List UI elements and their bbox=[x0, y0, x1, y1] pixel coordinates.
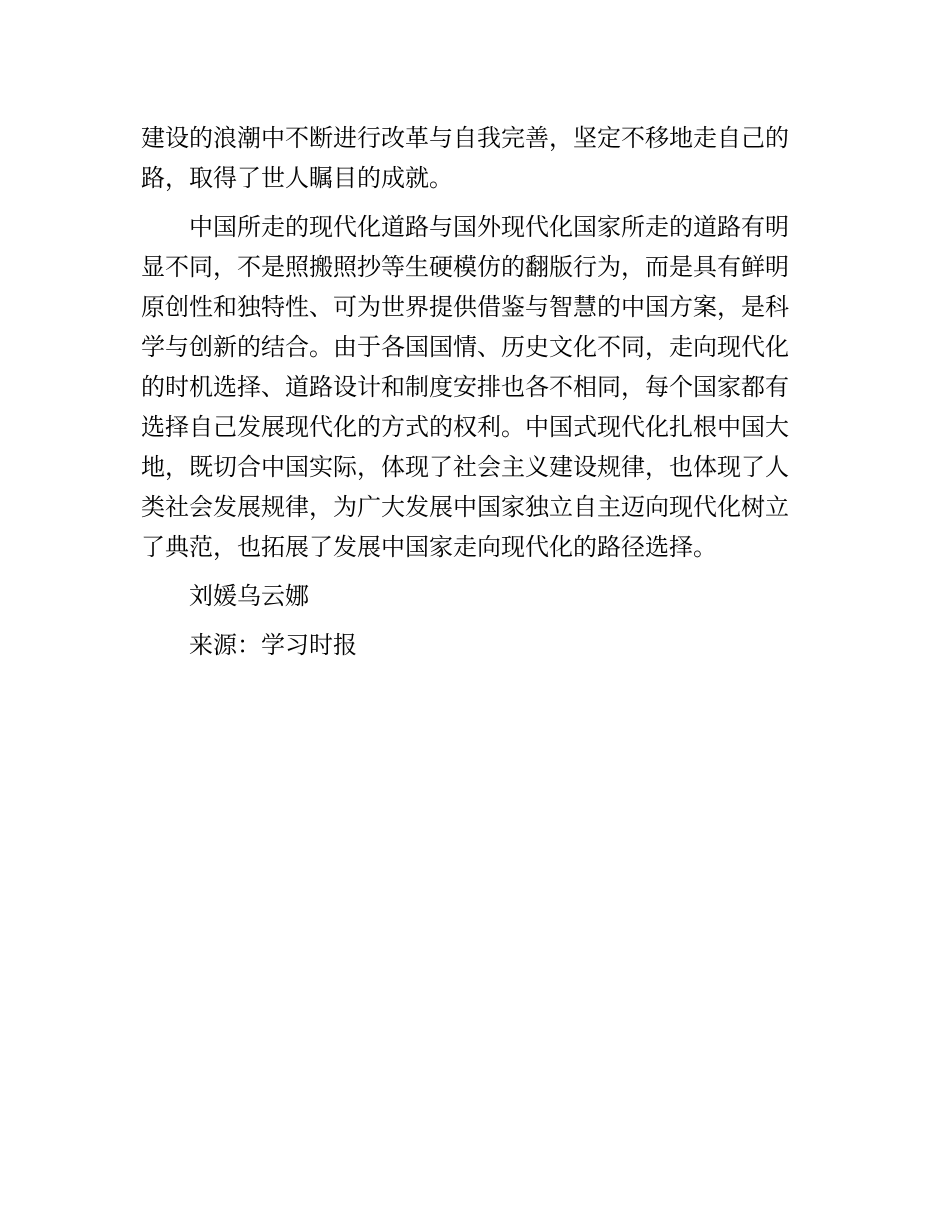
text-line: 原创性和独特性、可为世界提供借鉴与智慧的中国方案，是科 bbox=[141, 293, 789, 321]
paragraph-2 bbox=[141, 207, 813, 567]
source-line: 来源：学习时报 bbox=[189, 631, 357, 659]
text-line: 地，既切合中国实际，体现了社会主义建设规律，也体现了人 bbox=[141, 453, 789, 481]
article-body bbox=[141, 118, 813, 665]
text-line: 路，取得了世人瞩目的成就。 bbox=[141, 164, 453, 192]
text-line: 学与创新的结合。由于各国国情、历史文化不同，走向现代化 bbox=[141, 333, 789, 361]
text-line: 了典范，也拓展了发展中国家走向现代化的路径选择。 bbox=[141, 533, 717, 561]
text-line: 选择自己发展现代化的方式的权利。中国式现代化扎根中国大 bbox=[141, 413, 789, 441]
text-line: 的时机选择、道路设计和制度安排也各不相同，每个国家都有 bbox=[141, 373, 789, 401]
text-line: 显不同，不是照搬照抄等生硬模仿的翻版行为，而是具有鲜明 bbox=[141, 253, 789, 281]
paragraph-1 bbox=[141, 118, 813, 198]
text-line: 中国所走的现代化道路与国外现代化国家所走的道路有明 bbox=[189, 213, 789, 241]
author-line: 刘媛乌云娜 bbox=[189, 582, 309, 610]
text-line: 类社会发展规律，为广大发展中国家独立自主迈向现代化树立 bbox=[141, 493, 789, 521]
text-line: 建设的浪潮中不断进行改革与自我完善，坚定不移地走自己的 bbox=[141, 124, 789, 152]
